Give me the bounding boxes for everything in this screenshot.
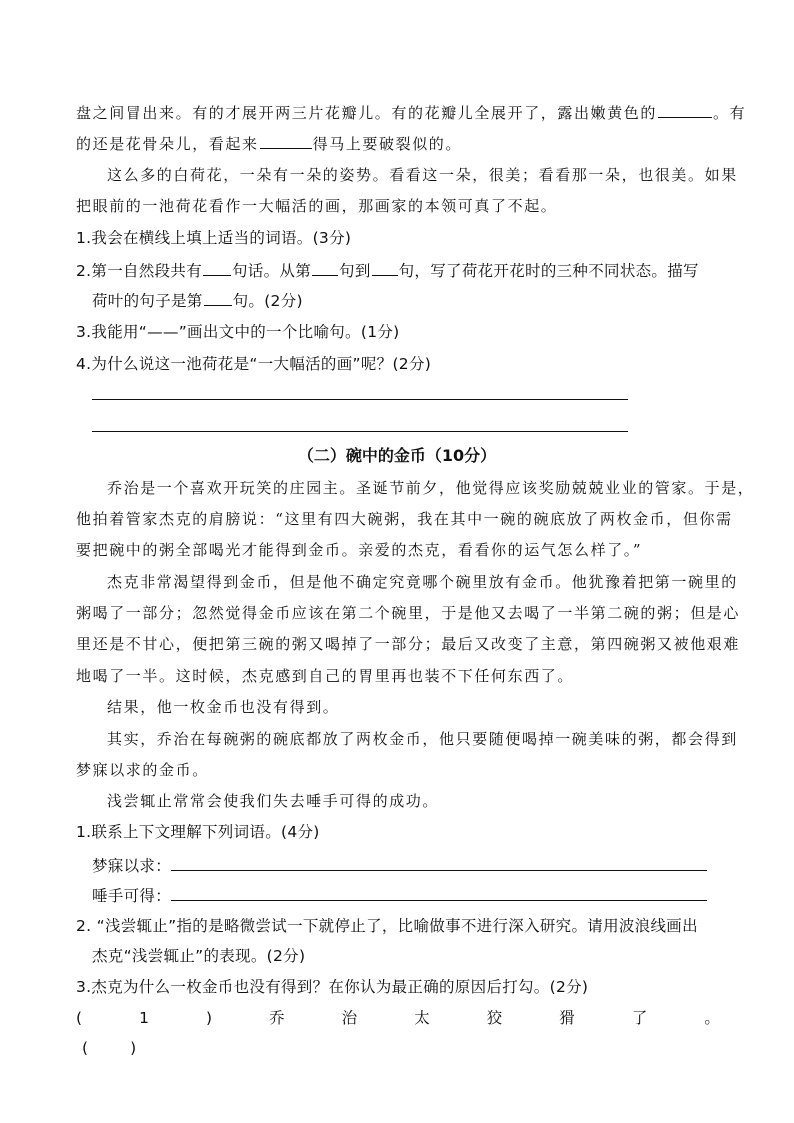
answer-blank[interactable] <box>204 290 232 306</box>
text: 盘之间冒出来。有的才展开两三片花瓣儿。有的花瓣儿全展开了，露出嫩黄色的 <box>76 104 658 122</box>
answer-blank[interactable] <box>312 260 338 276</box>
answer-blank[interactable] <box>260 133 312 149</box>
text: 。有 <box>713 104 747 122</box>
passage-line: 把眼前的一池荷花看作一大幅活的画，那画家的本领可真了不起。 <box>76 197 558 215</box>
passage-line: 他拍着管家杰克的肩膀说：“这里有四大碗粥，我在其中一碗的碗底放了两枚金币，但你需 <box>76 510 733 528</box>
word-label: 唾手可得： <box>92 887 172 905</box>
word-meaning-row <box>92 855 742 876</box>
text: 2.第一自然段共有 <box>76 262 202 280</box>
option-char: 狡 <box>486 1009 503 1027</box>
option-char: 太 <box>414 1009 430 1027</box>
check-box[interactable]: ( ) <box>82 1039 137 1057</box>
passage-line: 结果，他一枚金币也没有得到。 <box>107 698 340 716</box>
passage-line: 乔治是一个喜欢开玩笑的庄园主。圣诞节前夕，他觉得应该奖励兢兢业业的管家。于是， <box>107 479 755 497</box>
answer-line[interactable] <box>171 885 707 901</box>
passage-line <box>76 133 720 154</box>
word-meaning-row <box>92 885 742 906</box>
text: 句。(2分) <box>232 292 303 310</box>
question-2: 2. “浅尝辄止”指的是略微尝试一下就停止了，比喻做事不进行深入研究。请用波浪线画出 <box>76 917 698 935</box>
question-1: 1.我会在横线上填上适当的词语。(3分) <box>76 229 352 247</box>
passage-line: 杰克非常渴望得到金币，但是他不确定究竟哪个碗里放有金币。他犹豫着把第一碗里的 <box>107 573 738 591</box>
answer-blank[interactable] <box>658 102 712 118</box>
question-3: 3.我能用“——”画出文中的一个比喻句。(1分) <box>76 323 400 341</box>
option-char: 治 <box>341 1009 358 1027</box>
word-label: 梦寐以求： <box>92 857 172 875</box>
question-3: 3.杰克为什么一枚金币也没有得到？在你认为最正确的原因后打勾。(2分) <box>76 978 589 996</box>
passage-line: 要把碗中的粥全部喝光才能得到金币。亲爱的杰克，看看你的运气怎么样了。” <box>76 541 643 559</box>
text: 句，写了荷花开花时的三种不同状态。描写 <box>398 262 699 280</box>
question-2-cont <box>92 290 742 311</box>
answer-line[interactable] <box>171 855 707 871</box>
option-char: ) <box>206 1009 213 1027</box>
option-char: 。 <box>704 1009 720 1027</box>
option-char: 了 <box>631 1009 648 1027</box>
section-title: （二）碗中的金币（10分） <box>297 446 497 465</box>
option-char: 猾 <box>559 1009 575 1027</box>
text: 得马上要破裂似的。 <box>312 135 463 153</box>
text: 荷叶的句子是第 <box>92 292 203 310</box>
passage-line: 浅尝辄止常常会使我们失去唾手可得的成功。 <box>107 792 440 810</box>
passage-line <box>76 102 747 123</box>
passage-line: 梦寐以求的金币。 <box>76 761 209 779</box>
text: 句到 <box>339 262 371 280</box>
question-2 <box>76 260 726 281</box>
text: 句话。从第 <box>232 262 312 280</box>
answer-line[interactable] <box>92 399 628 400</box>
question-2-cont: 杰克“浅尝辄止”的表现。(2分) <box>92 947 306 965</box>
passage-line: 里还是不甘心，便把第三碗的粥又喝掉了一部分；最后又改变了主意，第四碗粥又被他艰难 <box>76 635 741 653</box>
option-char: 1 <box>139 1009 149 1027</box>
passage-line: 这么多的白荷花，一朵有一朵的姿势。看看这一朵，很美；看看那一朵，也很美。如果 <box>107 166 738 184</box>
answer-line[interactable] <box>92 431 628 432</box>
answer-blank[interactable] <box>372 260 398 276</box>
question-4: 4.为什么说这一池荷花是“一大幅活的画”呢？(2分) <box>76 355 432 373</box>
answer-blank[interactable] <box>203 260 231 276</box>
text: 的还是花骨朵儿，看起来 <box>76 135 259 153</box>
option-1 <box>76 1008 720 1028</box>
passage-line: 地喝了一半。这时候，杰克感到自己的胃里再也装不下任何东西了。 <box>76 667 575 685</box>
passage-line: 粥喝了一部分；忽然觉得金币应该在第二个碗里，于是他又去喝了一半第二碗的粥；但是心 <box>76 604 741 622</box>
option-char: ( <box>76 1009 83 1027</box>
question-1: 1.联系上下文理解下列词语。(4分) <box>76 823 320 841</box>
passage-line: 其实，乔治在每碗粥的碗底都放了两枚金币，他只要随便喝掉一碗美味的粥，都会得到 <box>107 730 738 748</box>
option-char: 乔 <box>269 1009 285 1027</box>
